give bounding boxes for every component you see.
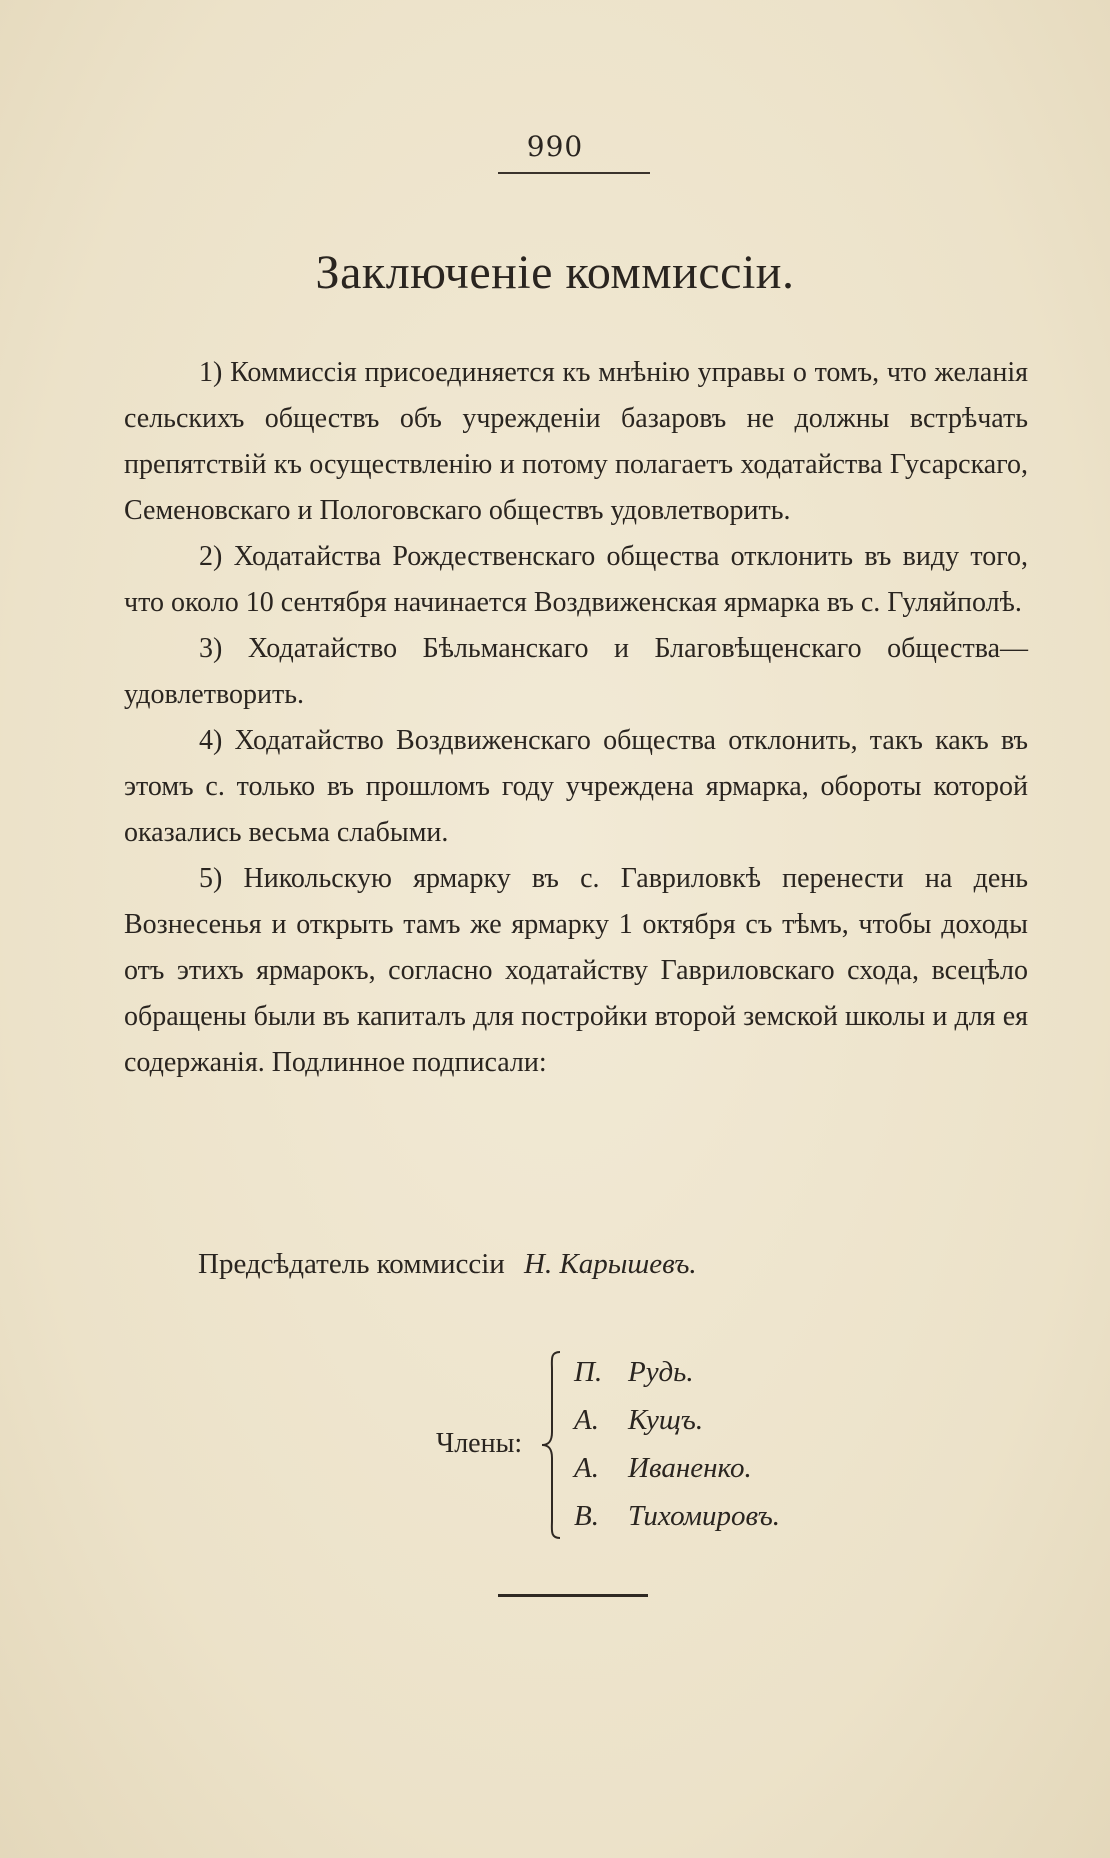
chairman-signature: Н. Карышевъ. [524, 1248, 697, 1280]
chairman-label: Предсѣдатель коммиссіи [198, 1248, 505, 1280]
body-text [124, 350, 1028, 1086]
chairman-line [198, 1248, 1028, 1281]
member-row [574, 1444, 780, 1492]
paragraph: 3) Ходатайство Бѣльманскаго и Благовѣщенскаго общества—удовлетворить. [124, 633, 1028, 710]
member-initial: В. [574, 1500, 599, 1532]
section-title: Заключеніе коммиссіи. [315, 246, 795, 299]
member-name: Рудь. [628, 1356, 694, 1388]
bottom-rule [498, 1594, 648, 1597]
member-name: Иваненко. [628, 1452, 752, 1484]
members-list [574, 1348, 780, 1540]
top-rule [498, 172, 650, 174]
member-row [574, 1348, 780, 1396]
paragraph: 2) Ходатайства Рождественскаго общества отклонить въ виду того, что около 10 сентября начинается Воздвиженская ярмарка въ с. Гуляйполѣ. [124, 541, 1028, 618]
paragraph: 1) Коммиссія присоединяется къ мнѣнію управы о томъ, что желанія сельскихъ обществъ объ учрежденіи базаровъ не должны встрѣчать препятствій къ осуществленію и потому полагаетъ ходатайства Гусарскаго, Семеновскаго и Пологовскаго обществъ удовлетворить. [124, 357, 1028, 526]
member-initial: А. [574, 1404, 599, 1436]
left-brace-icon [538, 1350, 568, 1540]
member-initial: А. [574, 1452, 599, 1484]
members-label: Члены: [436, 1428, 523, 1459]
page-number: 990 [526, 130, 584, 163]
member-row [574, 1492, 780, 1540]
member-row [574, 1396, 780, 1444]
paragraph: 4) Ходатайство Воздвиженскаго общества отклонить, такъ какъ въ этомъ с. только въ прошломъ году учреждена ярмарка, обороты которой оказались весьма слабыми. [124, 725, 1028, 848]
member-name: Кущъ. [628, 1404, 704, 1436]
member-initial: П. [574, 1356, 603, 1388]
member-name: Тихомировъ. [628, 1500, 780, 1532]
paragraph: 5) Никольскую ярмарку въ с. Гавриловкѣ перенести на день Вознесенья и открыть тамъ же ярмарку 1 октября съ тѣмъ, чтобы доходы отъ этихъ ярмарокъ, согласно ходатайству Гавриловскаго схода, всецѣло обращены были въ капиталъ для постройки второй земской школы и для ея содержанія. Подлинное подписали: [124, 863, 1028, 1078]
